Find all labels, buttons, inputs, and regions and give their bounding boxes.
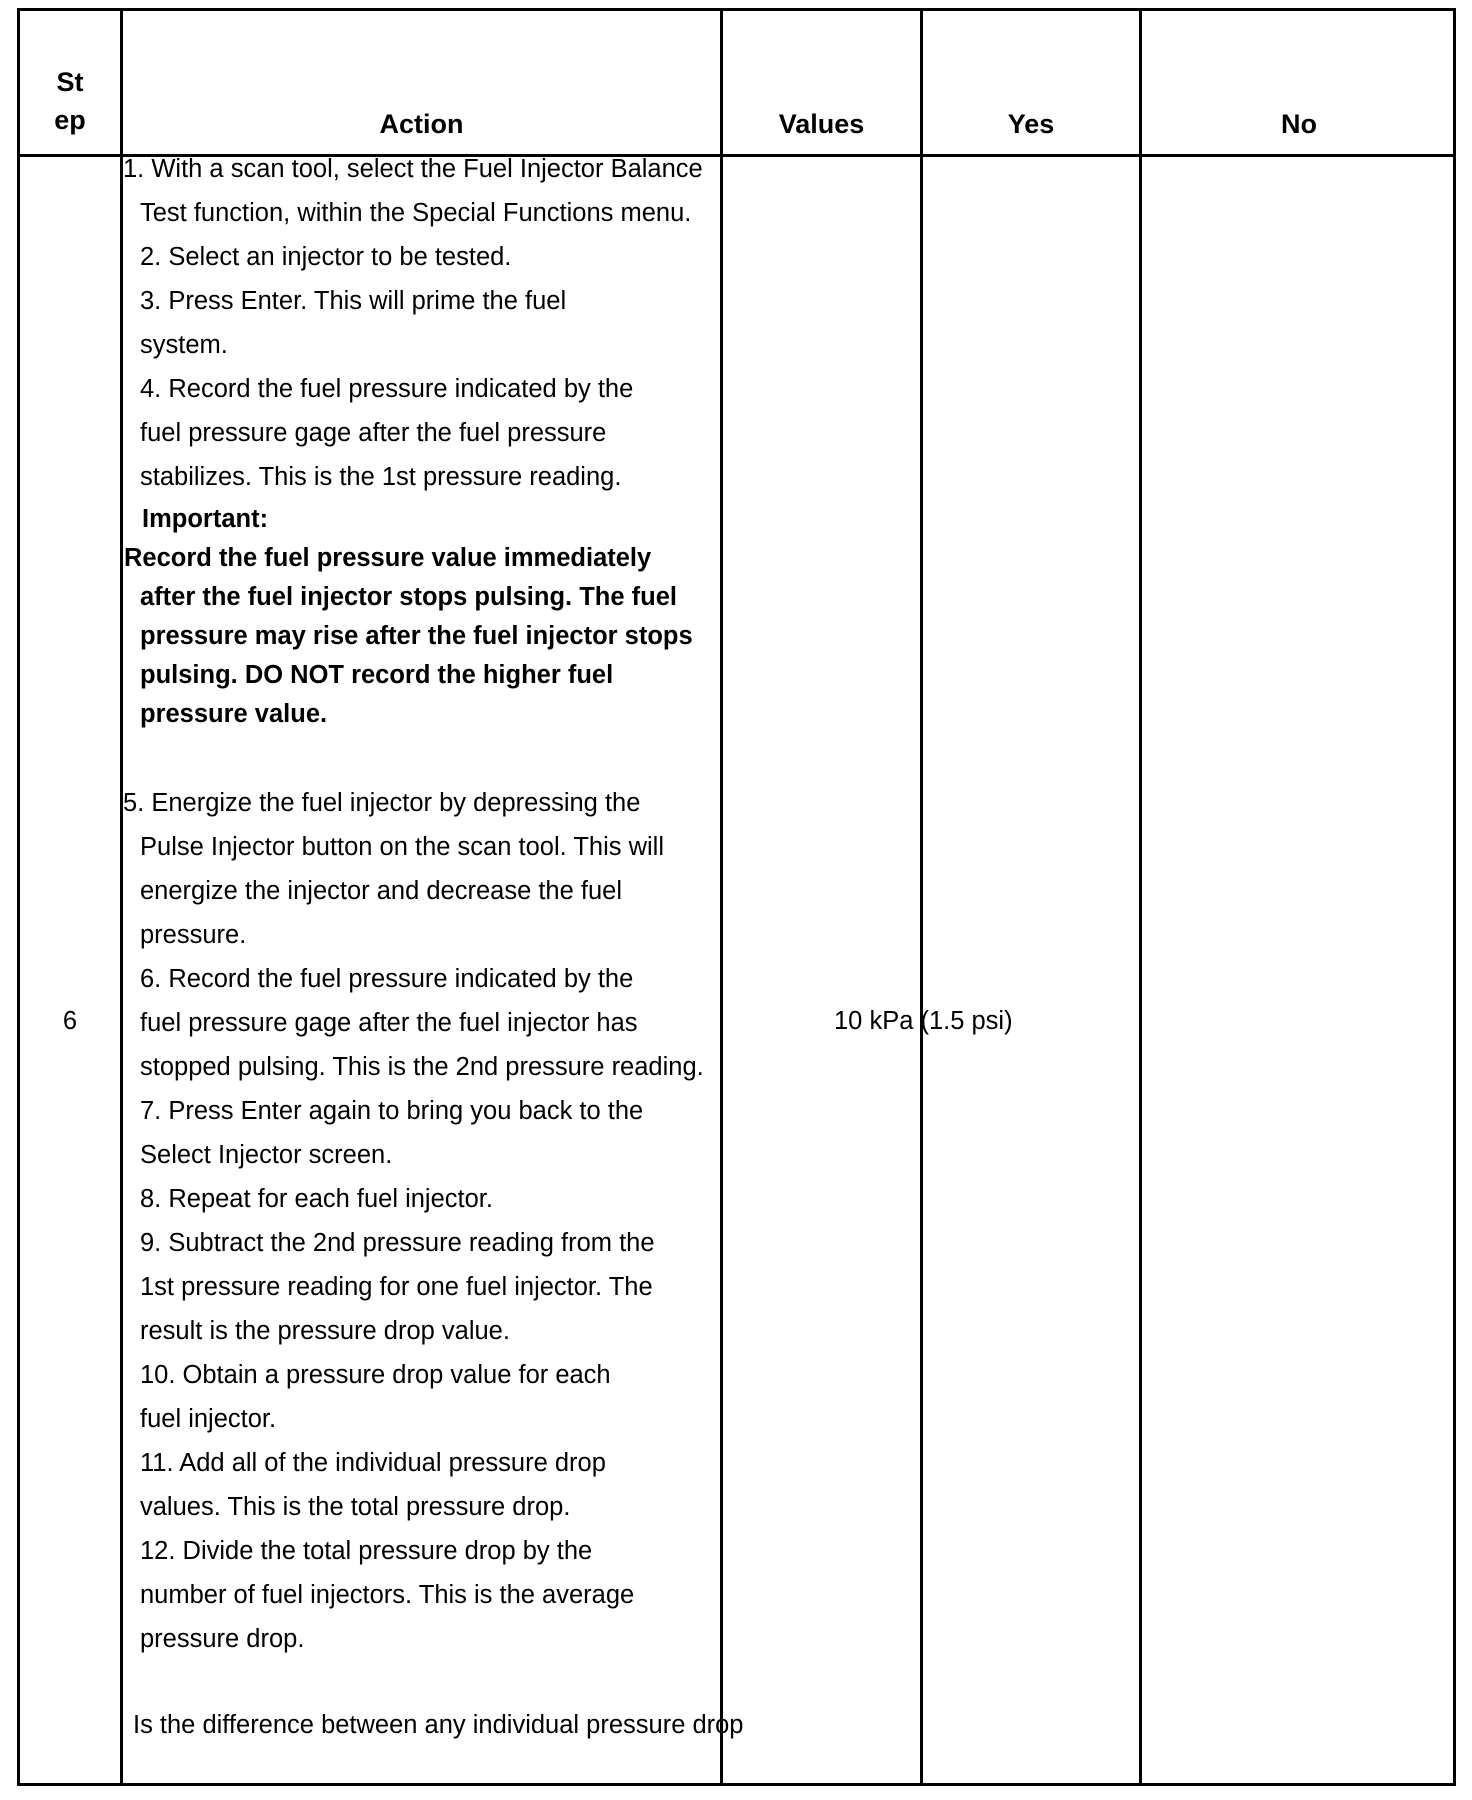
action-line: pressure may rise after the fuel injector stops xyxy=(140,622,693,650)
action-line: after the fuel injector stops pulsing. The fuel xyxy=(140,583,677,611)
action-line: Test function, within the Special Functions menu. xyxy=(140,199,692,227)
column-divider xyxy=(1139,11,1142,1783)
step-number: 6 xyxy=(62,1007,78,1035)
action-line: 8. Repeat for each fuel injector. xyxy=(140,1185,493,1213)
header-step-line: ep xyxy=(54,105,86,135)
action-line: 6. Record the fuel pressure indicated by the xyxy=(140,965,634,993)
header-values: Values xyxy=(778,109,865,139)
action-line: fuel injector. xyxy=(140,1405,277,1433)
column-divider xyxy=(720,11,723,1783)
action-line: energize the injector and decrease the fuel xyxy=(140,877,622,905)
action-line: 11. Add all of the individual pressure drop xyxy=(140,1449,606,1477)
action-line: 10. Obtain a pressure drop value for each xyxy=(140,1361,611,1389)
action-line: Select Injector screen. xyxy=(140,1141,393,1169)
action-line: pulsing. DO NOT record the higher fuel xyxy=(140,661,614,689)
action-line: fuel pressure gage after the fuel pressure xyxy=(140,419,607,447)
action-line: 12. Divide the total pressure drop by the xyxy=(140,1537,593,1565)
action-line: pressure value. xyxy=(140,700,328,728)
action-line: fuel pressure gage after the fuel injector has xyxy=(140,1009,638,1037)
header-no: No xyxy=(1281,109,1317,139)
value-cell xyxy=(834,1006,1013,1036)
action-line: result is the pressure drop value. xyxy=(140,1317,510,1345)
action-line: pressure. xyxy=(140,921,247,949)
action-line: stopped pulsing. This is the 2nd pressure reading. xyxy=(140,1053,704,1081)
header-action: Action xyxy=(379,109,464,139)
value-text: 10 kPa (1.5 psi) xyxy=(834,1007,1013,1035)
header-yes: Yes xyxy=(1007,109,1055,139)
action-line: system. xyxy=(140,331,228,359)
column-divider xyxy=(120,11,123,1783)
action-line: Record the fuel pressure value immediately xyxy=(124,544,652,572)
action-line: 9. Subtract the 2nd pressure reading from the xyxy=(140,1229,655,1257)
action-line: Is the difference between any individual pressure drop xyxy=(133,1711,744,1739)
header-step-line: St xyxy=(56,67,84,97)
action-line: number of fuel injectors. This is the average xyxy=(140,1581,635,1609)
action-line: values. This is the total pressure drop. xyxy=(140,1493,571,1521)
action-line: stabilizes. This is the 1st pressure reading. xyxy=(140,463,622,491)
action-line: 7. Press Enter again to bring you back to the xyxy=(140,1097,644,1125)
diagnostic-table xyxy=(17,8,1456,1786)
action-line: 1. With a scan tool, select the Fuel Injector Balance xyxy=(123,155,703,183)
action-line: pressure drop. xyxy=(140,1625,305,1653)
action-line: 5. Energize the fuel injector by depressing the xyxy=(123,789,641,817)
action-line: 1st pressure reading for one fuel injector. The xyxy=(140,1273,653,1301)
action-line: Important: xyxy=(142,505,269,533)
action-line: Pulse Injector button on the scan tool. This will xyxy=(140,833,664,861)
header-step xyxy=(20,63,120,139)
action-line: 4. Record the fuel pressure indicated by the xyxy=(140,375,634,403)
column-divider xyxy=(920,11,923,1783)
action-line: 3. Press Enter. This will prime the fuel xyxy=(140,287,567,315)
action-line: 2. Select an injector to be tested. xyxy=(140,243,512,271)
